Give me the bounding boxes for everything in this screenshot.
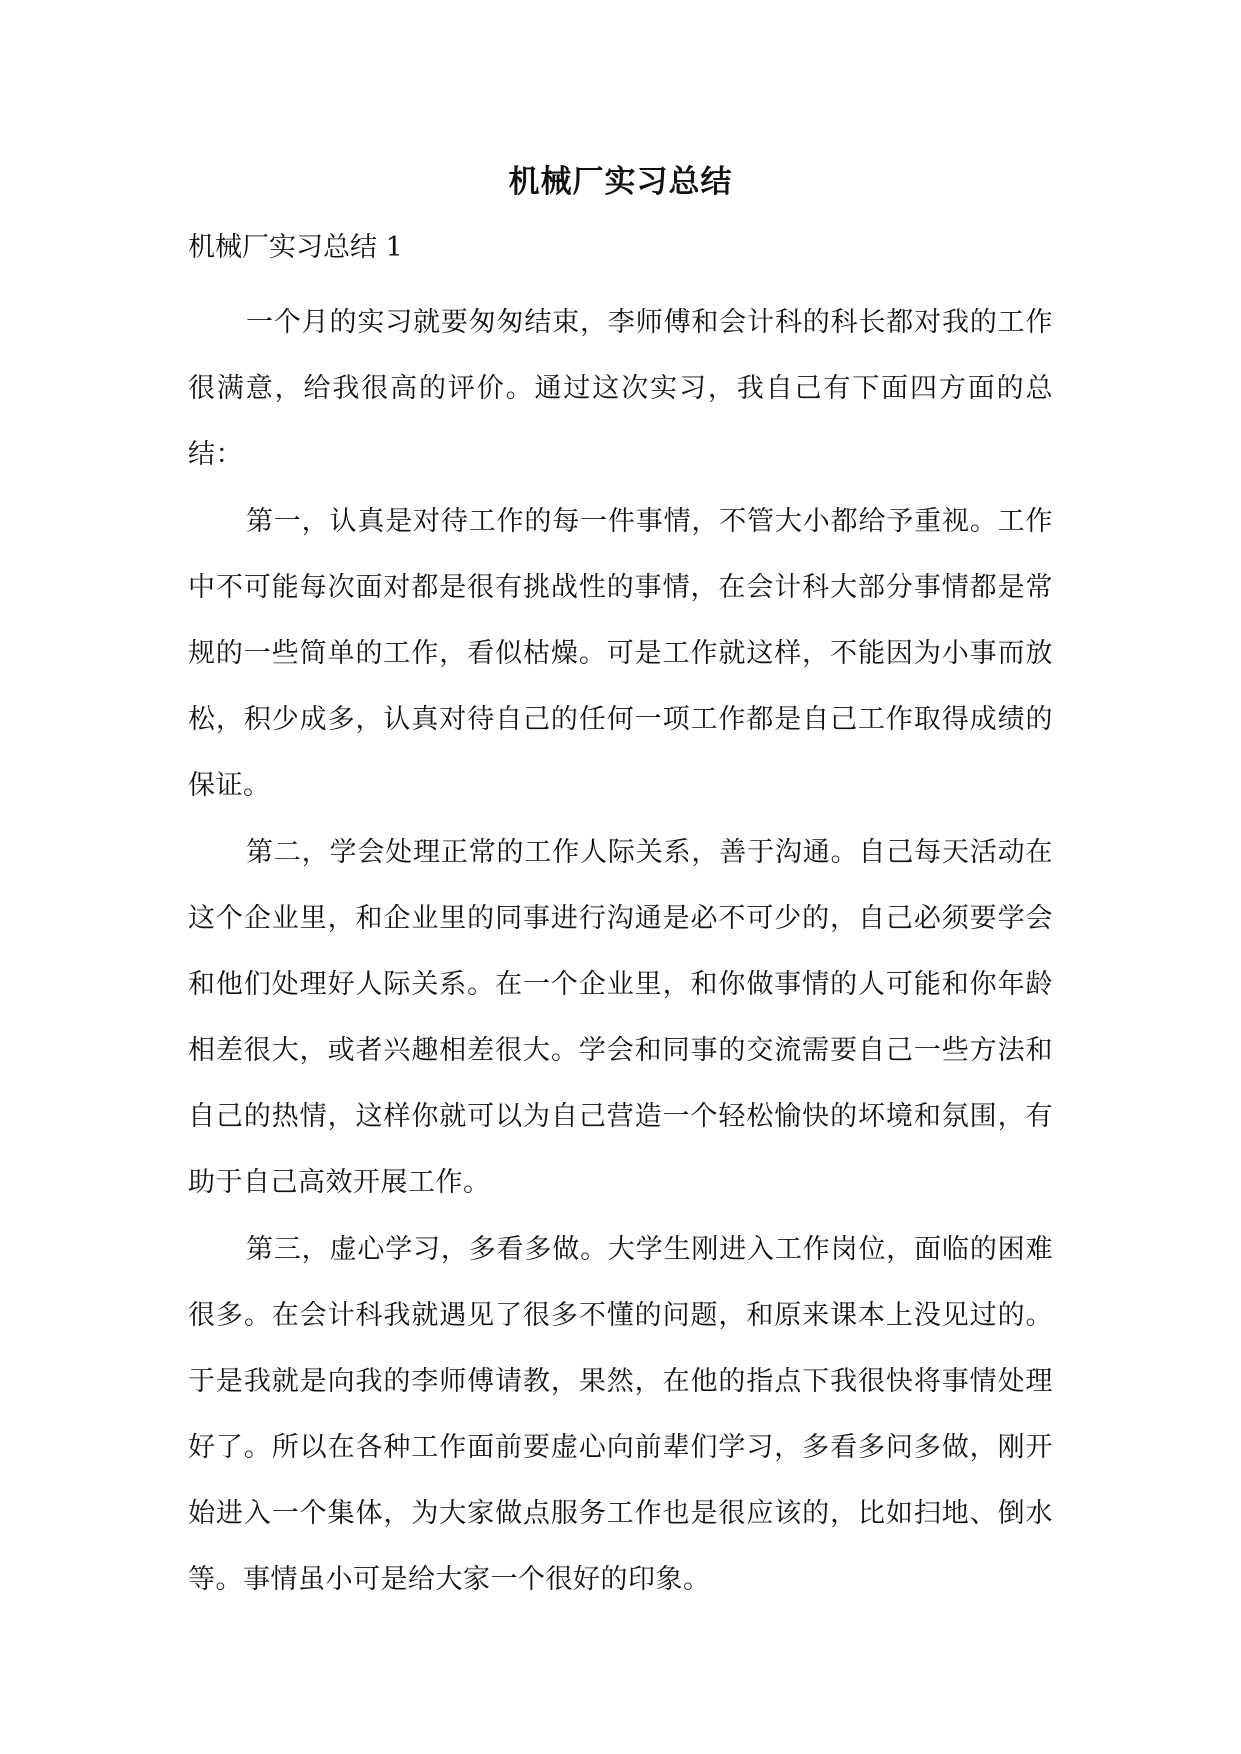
document-title: 机械厂实习总结	[508, 164, 733, 200]
paragraph-intro: 一个月的实习就要匆匆结束，李师傅和会计科的科长都对我的工作很满意，给我很高的评价。通过这次实习，我自己有下面四方面的总结：	[188, 307, 1053, 470]
paragraph-second-point: 第二，学会处理正常的工作人际关系，善于沟通。自己每天活动在这个企业里，和企业里的同事进行沟通是必不可少的，自己必须要学会和他们处理好人际关系。在一个企业里，和你做事情的人可能和你年龄相差很大，或者兴趣相差很大。学会和同事的交流需要自己一些方法和自己的热情，这样你就可以为自己营造一个轻松愉快的坏境和氛围，有助于自己高效开展工作。	[188, 837, 1053, 1198]
paragraph-third-point: 第三，虚心学习，多看多做。大学生刚进入工作岗位，面临的困难很多。在会计科我就遇见了很多不懂的问题，和原来课本上没见过的。于是我就是向我的李师傅请教，果然，在他的指点下我很快将事情处理好了。所以在各种工作面前要虚心向前辈们学习，多看多问多做，刚开始进入一个集体，为大家做点服务工作也是很应该的，比如扫地、倒水等。事情虽小可是给大家一个很好的印象。	[188, 1234, 1053, 1595]
section-heading: 机械厂实习总结 1	[188, 232, 403, 263]
paragraph-first-point: 第一，认真是对待工作的每一件事情，不管大小都给予重视。工作中不可能每次面对都是很有挑战性的事情，在会计科大部分事情都是常规的一些简单的工作，看似枯燥。可是工作就这样，不能因为小事而放松，积少成多，认真对待自己的任何一项工作都是自己工作取得成绩的保证。	[188, 506, 1053, 801]
document-body	[188, 290, 1053, 1614]
